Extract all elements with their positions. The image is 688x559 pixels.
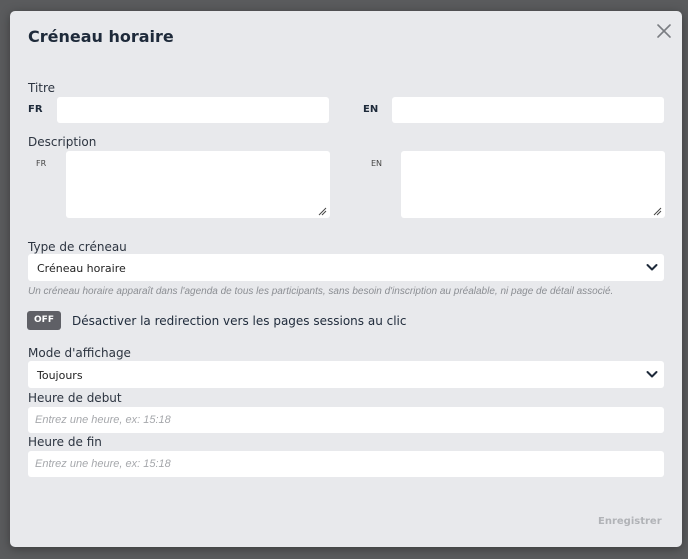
titre-en-label: EN (363, 104, 379, 115)
type-creneau-value: Créneau horaire (37, 262, 126, 275)
close-button[interactable] (655, 22, 673, 40)
redirection-toggle[interactable]: OFF (27, 311, 61, 330)
redirection-toggle-label: Désactiver la redirection vers les pages sessions au clic (72, 314, 407, 328)
mode-affichage-select[interactable] (28, 361, 664, 388)
type-creneau-help: Un créneau horaire apparaît dans l'agenda de tous les participants, sans besoin d'inscription au préalable, ni page de détail associé. (28, 286, 614, 297)
modal-title: Créneau horaire (28, 27, 174, 46)
resize-grip-icon[interactable] (317, 206, 327, 216)
titre-label: Titre (28, 81, 56, 95)
heure-fin-label: Heure de fin (28, 435, 102, 449)
creneau-modal (10, 11, 682, 547)
mode-affichage-value: Toujours (37, 369, 83, 382)
heure-debut-input[interactable] (28, 407, 664, 433)
description-fr-label: FR (36, 159, 47, 168)
description-label: Description (28, 135, 97, 149)
chevron-down-icon (646, 370, 658, 379)
chevron-down-icon (646, 263, 658, 272)
heure-debut-label: Heure de debut (28, 391, 122, 405)
type-creneau-label: Type de créneau (28, 240, 127, 254)
heure-fin-input[interactable] (28, 451, 664, 477)
titre-fr-input[interactable] (57, 97, 329, 123)
description-en-textarea[interactable] (401, 151, 665, 218)
type-creneau-select[interactable] (28, 254, 664, 281)
save-button[interactable]: Enregistrer (598, 516, 662, 527)
close-icon (655, 22, 673, 40)
titre-en-input[interactable] (392, 97, 664, 123)
mode-affichage-label: Mode d'affichage (28, 346, 131, 360)
titre-fr-label: FR (28, 104, 43, 115)
description-en-label: EN (371, 159, 383, 168)
resize-grip-icon[interactable] (652, 206, 662, 216)
description-fr-textarea[interactable] (66, 151, 330, 218)
